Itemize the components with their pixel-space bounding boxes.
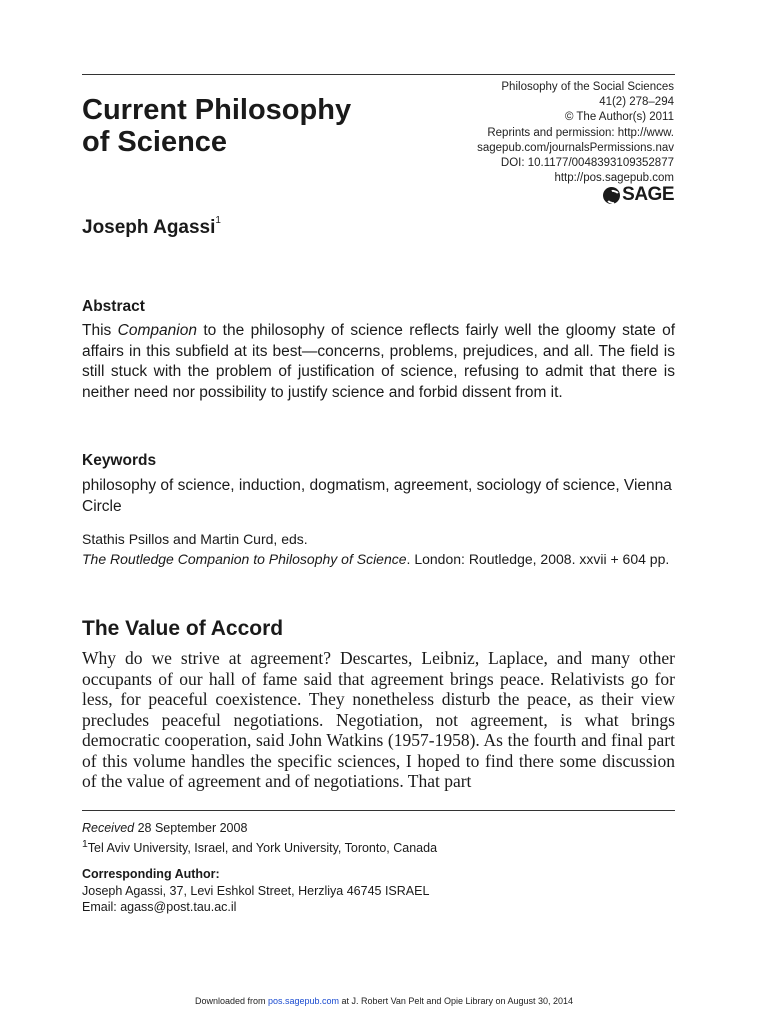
article-title (82, 94, 351, 158)
sage-logo (603, 184, 674, 206)
download-suffix: at J. Robert Van Pelt and Opie Library on August 30, 2014 (339, 996, 574, 1006)
author-text: Joseph Agassi (82, 217, 216, 238)
affiliation-marker: 1 (82, 838, 88, 850)
received-label: Received (82, 821, 135, 835)
footnote-gap (82, 856, 682, 866)
review-citation (82, 529, 675, 569)
keywords-heading: Keywords (82, 452, 157, 469)
corresponding-email[interactable]: Email: agass@post.tau.ac.il (82, 900, 237, 915)
corresponding-address: Joseph Agassi, 37, Levi Eshkol Street, Herzliya 46745 ISRAEL (82, 883, 430, 898)
sage-mark-icon (603, 187, 620, 204)
journal-name: Philosophy of the Social Sciences (501, 81, 674, 93)
section-title: The Value of Accord (82, 617, 284, 640)
received-line (82, 820, 682, 837)
review-editors: Stathis Psillos and Martin Curd, eds. (82, 531, 308, 547)
journal-info (477, 80, 674, 186)
journal-issue: 41(2) 278–294 (599, 96, 674, 109)
review-publication: . London: Routledge, 2008. xxvii + 604 pp. (406, 551, 670, 567)
download-link[interactable]: pos.sagepub.com (268, 996, 340, 1006)
journal-reprints-1: Reprints and permission: http://www. (487, 126, 674, 139)
received-date: 28 September 2008 (134, 821, 248, 835)
author-name (82, 217, 221, 239)
journal-reprints-2: sagepub.com/journalsPermissions.nav (477, 141, 674, 154)
review-book (82, 549, 675, 569)
title-line-2: of Science (82, 126, 228, 158)
abstract-text-start: This (82, 322, 118, 339)
download-prefix: Downloaded from (194, 996, 268, 1006)
abstract-text (82, 321, 675, 403)
footnotes (82, 820, 682, 916)
section-body: Why do we strive at agreement? Descartes, Leibniz, Laplace, and many other occupants of our hall of fame said that agreement brings peace. Relativists go for less, for peaceful coexistence. They nonetheless disturb the peace, as their view precludes peaceful negotiations. Negotiation, not agreement, is what brings democratic cooperation, said John Watkins (1957-1958). As the fourth and final part of this volume handles the specific sciences, I hoped to find there some discussion of the value of agreement and of negotiations. That part (82, 648, 675, 791)
keywords-text: philosophy of science, induction, dogmatism, agreement, sociology of science, Vienna Circle (82, 477, 672, 515)
author-footnote-marker: 1 (215, 215, 221, 226)
review-book-title: The Routledge Companion to Philosophy of Science (82, 551, 407, 567)
top-rule (82, 74, 675, 75)
abstract-text-rest: to the philosophy of science reflects fairly well the gloomy state of affairs in this subfield at its best—concerns, problems, prejudices, and all. The field is still stuck with the problem of justification of science, refusing to admit that there is neither need nor possibility to justify science and forbid dissent from it. (82, 322, 676, 401)
abstract-heading: Abstract (82, 298, 145, 315)
title-line-1: Current Philosophy (82, 94, 352, 126)
journal-doi: DOI: 10.1177/0048393109352877 (500, 157, 674, 170)
journal-copyright: © The Author(s) 2011 (564, 111, 674, 124)
journal-url[interactable]: http://pos.sagepub.com (554, 172, 674, 185)
corresponding-heading: Corresponding Author: (82, 867, 220, 882)
footnote-rule (82, 810, 675, 811)
affiliation-text: Tel Aviv University, Israel, and York University, Toronto, Canada (87, 840, 438, 855)
download-notice (0, 996, 768, 1006)
affiliation-line (82, 837, 682, 857)
sage-wordmark: SAGE (622, 184, 674, 205)
abstract-emphasis: Companion (117, 322, 197, 339)
